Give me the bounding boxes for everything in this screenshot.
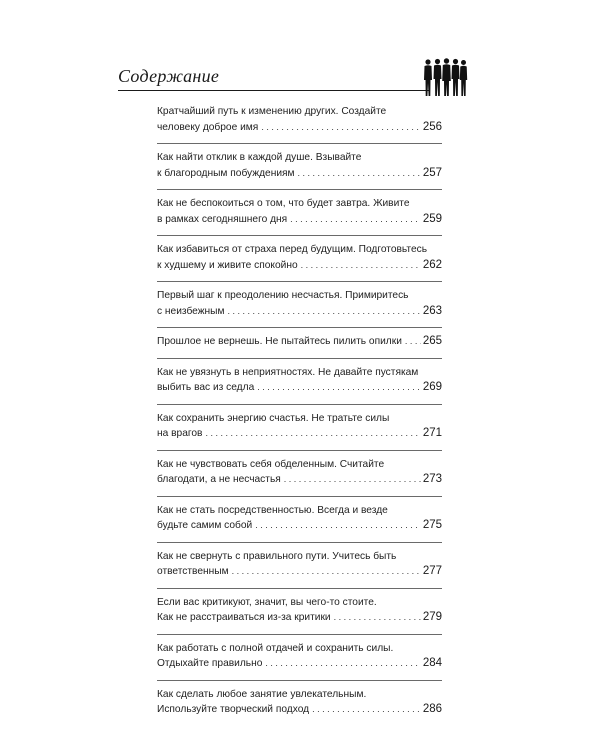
toc-entry[interactable] xyxy=(157,365,442,405)
toc-entry-last-line xyxy=(157,120,442,136)
toc-entry-title-line: ответственным xyxy=(157,566,229,577)
toc-entry[interactable] xyxy=(157,641,442,681)
toc-entry-title-line: Как избавиться от страха перед будущим. Подготовьтесь xyxy=(157,244,428,255)
toc-entry-last-line xyxy=(157,212,442,228)
dot-leader xyxy=(255,518,421,534)
toc-entry-title-line: благодати, а не несчастья xyxy=(157,474,281,485)
toc-entry[interactable] xyxy=(157,457,442,497)
toc-entry-title-line: Как найти отклик в каждой душе. Взывайте xyxy=(157,152,362,163)
toc-entry[interactable] xyxy=(157,288,442,328)
dot-leader xyxy=(405,334,421,350)
toc-entry-title-line: к худшему и живите спокойно xyxy=(157,259,298,271)
toc-entry[interactable] xyxy=(157,503,442,543)
toc-page-number: 262 xyxy=(422,258,442,271)
toc-entry-title-line: Если вас критикуют, значит, вы чего-то стоите. xyxy=(157,596,377,608)
dot-leader xyxy=(232,564,421,580)
toc-page-number: 259 xyxy=(422,212,442,225)
toc-entry-title-line: будьте самим собой xyxy=(157,520,253,531)
toc-entry-title-line: Используйте творческий подход xyxy=(157,704,310,715)
toc-entry[interactable] xyxy=(157,150,442,190)
toc-entry-title-line: выбить вас из седла xyxy=(157,382,255,393)
toc-page-number: 256 xyxy=(422,120,442,133)
toc-entry-title-line: Как не расстраиваться из-за критики xyxy=(157,612,331,623)
toc-entry[interactable] xyxy=(157,104,442,144)
dot-leader xyxy=(334,610,421,626)
toc-entry-title-line: Как не беспокоиться о том, что будет завтра. Живите xyxy=(157,198,410,209)
dot-leader xyxy=(261,120,421,136)
toc-entry[interactable] xyxy=(157,595,442,635)
toc-entry[interactable] xyxy=(157,242,442,282)
toc-page-number: 257 xyxy=(422,166,442,179)
toc-entry-title-line: Как не увязнуть в неприятностях. Не давайте пустякам xyxy=(157,366,419,378)
dot-leader xyxy=(298,166,421,182)
toc-entry-title-line: человеку доброе имя xyxy=(157,121,259,133)
toc-entry[interactable] xyxy=(157,549,442,589)
toc-entry-title-line: с неизбежным xyxy=(157,305,225,317)
page-title: Содержание xyxy=(118,66,220,86)
dot-leader xyxy=(301,258,421,274)
toc-page-number: 286 xyxy=(422,703,442,715)
toc-entry-title-line: Как не свернуть с правильного пути. Учитесь быть xyxy=(157,550,397,562)
dot-leader xyxy=(205,426,420,442)
toc-entry-last-line xyxy=(157,380,442,396)
toc-entry-title-line: Отдыхайте правильно xyxy=(157,658,263,669)
toc-page-number: 279 xyxy=(422,611,442,623)
toc-entry-title-line: Как сохранить энергию счастья. Не тратьте силы xyxy=(157,412,390,424)
toc-entry-title-line: в рамках сегодняшнего дня xyxy=(157,213,288,225)
toc-entry-last-line xyxy=(157,564,442,580)
toc-entry-last-line xyxy=(157,656,442,672)
dot-leader xyxy=(257,380,421,396)
toc-entry[interactable] xyxy=(157,196,442,236)
table-of-contents xyxy=(157,104,442,732)
toc-entry[interactable] xyxy=(157,334,442,359)
toc-page-number: 284 xyxy=(422,657,442,669)
toc-entry-last-line xyxy=(157,518,442,534)
toc-entry-title-line: к благородным побуждениям xyxy=(157,167,295,179)
toc-entry-title-line: Как сделать любое занятие увлекательным. xyxy=(157,688,367,700)
toc-entry-title-line: Как не стать посредственностью. Всегда и везде xyxy=(157,504,388,516)
toc-page-number: 271 xyxy=(422,427,442,439)
business-people-silhouettes-icon xyxy=(422,58,468,98)
toc-page-number: 277 xyxy=(422,565,442,577)
toc-entry[interactable] xyxy=(157,411,442,451)
toc-page-number: 269 xyxy=(422,381,442,393)
toc-page-number: 275 xyxy=(422,519,442,531)
dot-leader xyxy=(228,304,421,320)
toc-entry-title-line: Как не чувствовать себя обделенным. Считайте xyxy=(157,458,385,470)
toc-entry-last-line xyxy=(157,258,442,274)
dot-leader xyxy=(312,702,421,718)
toc-page-number: 263 xyxy=(422,304,442,317)
toc-entry-title-line: Первый шаг к преодолению несчастья. Примиритесь xyxy=(157,290,409,301)
toc-entry-title-line: Как работать с полной отдачей и сохранить силы. xyxy=(157,642,394,654)
toc-entry-last-line xyxy=(157,472,442,488)
header-rule xyxy=(118,90,430,91)
toc-entry-title-line: на врагов xyxy=(157,428,203,439)
toc-entry-last-line xyxy=(157,426,442,442)
dot-leader xyxy=(265,656,420,672)
toc-entry-last-line xyxy=(157,166,442,182)
toc-entry-last-line xyxy=(157,702,442,718)
dot-leader xyxy=(290,212,421,228)
toc-entry[interactable] xyxy=(157,687,442,726)
toc-page-number: 265 xyxy=(422,335,442,347)
toc-entry-last-line xyxy=(157,334,442,350)
toc-entry-last-line xyxy=(157,304,442,320)
toc-page-number: 273 xyxy=(422,473,442,485)
toc-entry-title-line: Кратчайший путь к изменению других. Создайте xyxy=(157,106,387,117)
toc-entry-title-line: Прошлое не вернешь. Не пытайтесь пилить опилки xyxy=(157,336,402,347)
dot-leader xyxy=(284,472,421,488)
page-header xyxy=(118,60,468,100)
toc-entry-last-line xyxy=(157,610,442,626)
